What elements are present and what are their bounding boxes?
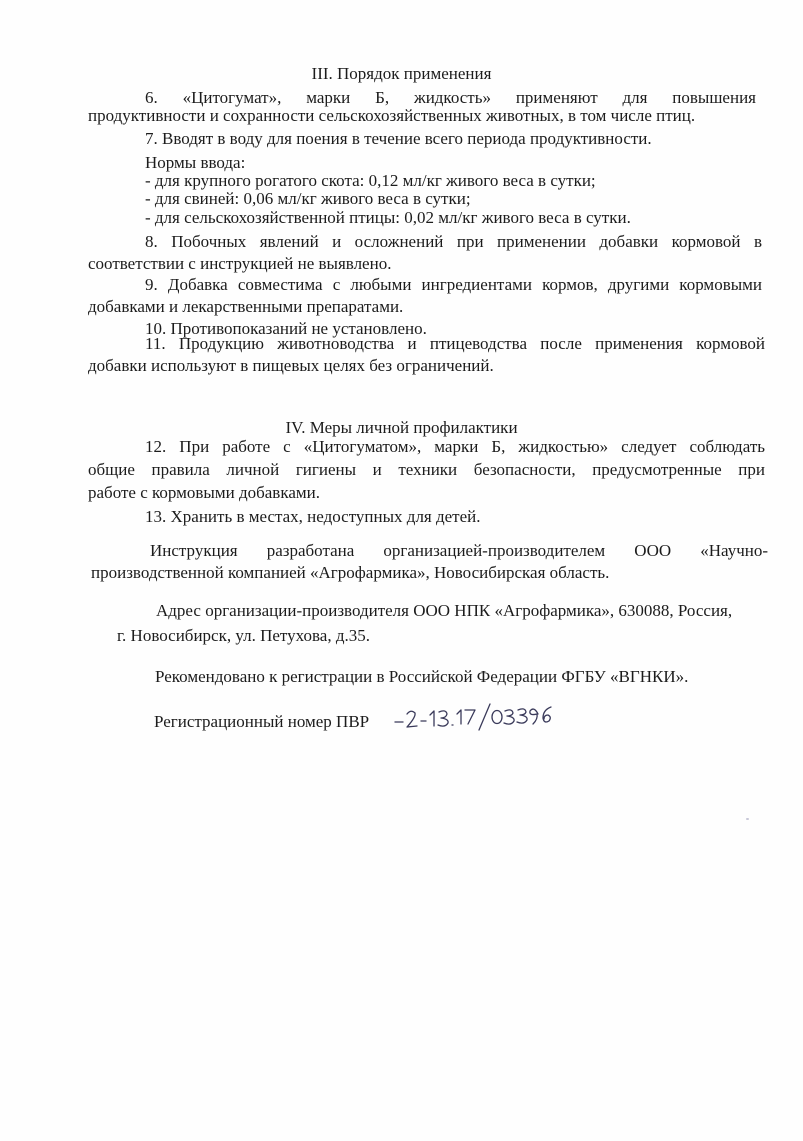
paragraph-6-line-2: продуктивности и сохранности сельскохозяйственных животных, в том числе птиц. xyxy=(88,106,696,125)
section-3-heading: III. Порядок применения xyxy=(311,64,492,83)
paragraph-9-line-2: добавками и лекарственными препаратами. xyxy=(88,297,404,316)
paragraph-11-line-2: добавки используют в пищевых целях без ограничений. xyxy=(88,356,494,375)
norms-title: Нормы ввода: xyxy=(145,153,246,172)
section-4-heading: IV. Меры личной профилактики xyxy=(285,418,518,437)
paragraph-6-line-1: 6. «Цитогумат», марки Б, жидкость» применяют для повышения xyxy=(145,88,756,107)
scan-speck xyxy=(746,818,749,820)
norm-pigs: - для свиней: 0,06 мл/кг живого веса в сутки; xyxy=(145,189,471,208)
address-line-1: Адрес организации-производителя ООО НПК «Агрофармика», 630088, Россия, xyxy=(156,601,733,620)
paragraph-8-line-2: соответствии с инструкцией не выявлено. xyxy=(88,254,392,273)
paragraph-12-line-3: работе с кормовыми добавками. xyxy=(88,483,320,502)
norm-poultry: - для сельскохозяйственной птицы: 0,02 мл/кг живого веса в сутки. xyxy=(145,208,631,227)
paragraph-9-line-1: 9. Добавка совместима с любыми ингредиентами кормов, другими кормовыми xyxy=(145,275,762,294)
paragraph-12-line-1: 12. При работе с «Цитогуматом», марки Б, жидкостью» следует соблюдать xyxy=(145,437,765,456)
paragraph-8-line-1: 8. Побочных явлений и осложнений при применении добавки кормовой в xyxy=(145,232,762,251)
address-line-2: г. Новосибирск, ул. Петухова, д.35. xyxy=(117,626,370,645)
paragraph-11-line-1: 11. Продукцию животноводства и птицеводства после применения кормовой xyxy=(145,334,765,353)
developer-line-1: Инструкция разработана организацией-производителем ООО «Научно- xyxy=(150,541,768,560)
developer-line-2: производственной компанией «Агрофармика», Новосибирская область. xyxy=(91,563,610,582)
paragraph-12-line-2: общие правила личной гигиены и техники безопасности, предусмотренные при xyxy=(88,460,765,479)
paragraph-13: 13. Хранить в местах, недоступных для детей. xyxy=(145,507,481,526)
paragraph-10: 10. Противопоказаний не установлено. xyxy=(145,319,427,338)
handwritten-registration-number xyxy=(393,702,563,738)
registration-label: Регистрационный номер ПВР xyxy=(154,712,370,731)
paragraph-7: 7. Вводят в воду для поения в течение всего периода продуктивности. xyxy=(145,129,652,148)
recommendation: Рекомендовано к регистрации в Российской Федерации ФГБУ «ВГНКИ». xyxy=(155,667,689,686)
norm-cattle: - для крупного рогатого скота: 0,12 мл/кг живого веса в сутки; xyxy=(145,171,596,190)
